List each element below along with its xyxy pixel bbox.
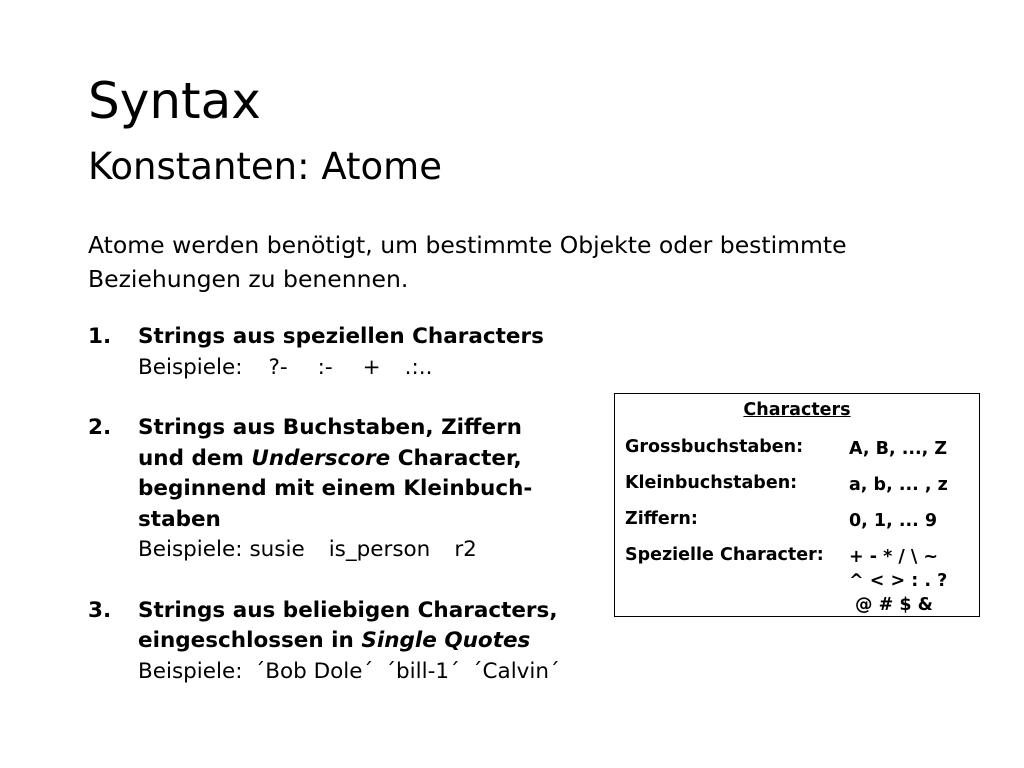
list-item-heading-line: Strings aus beliebigen Characters, — [138, 597, 558, 623]
atom-type-list — [88, 322, 598, 687]
example: susie — [249, 537, 305, 562]
row-value — [849, 545, 947, 617]
example: :- — [317, 354, 333, 380]
intro-text: Atome werden benötigt, um bestimmte Objekte oder bestimmte Beziehungen zu benennen. — [88, 231, 847, 293]
list-item-3 — [88, 596, 598, 688]
example: is_person — [328, 537, 431, 562]
slide-title: Syntax — [88, 72, 261, 130]
row-label: Kleinbuchstaben: — [625, 473, 798, 493]
text-fragment: eingeschlossen in — [138, 628, 362, 653]
value-line: @ # $ & — [855, 595, 933, 615]
examples-label: Beispiele: — [138, 354, 243, 380]
example: .:.. — [404, 354, 433, 380]
value-line: ^ < > : . ? — [849, 571, 948, 591]
list-item-1 — [88, 322, 598, 383]
example: r2 — [454, 537, 477, 562]
list-item-heading-line — [138, 444, 598, 475]
emphasis-text: Underscore — [251, 445, 391, 471]
list-number: 2. — [88, 415, 112, 440]
list-number: 3. — [88, 597, 112, 623]
list-item-heading: Strings aus speziellen Characters — [138, 324, 544, 349]
examples-label: Beispiele: — [138, 658, 243, 684]
row-value: 0, 1, ... 9 — [849, 511, 938, 531]
example: ´Bob Dole´ — [254, 658, 374, 684]
slide-subtitle: Konstanten: Atome — [88, 145, 442, 188]
examples-line — [138, 657, 598, 688]
list-item-heading-line: beginnend mit einem Kleinbuch- — [138, 476, 533, 501]
list-number: 1. — [88, 324, 112, 349]
table-header: Characters — [743, 400, 851, 420]
row-label: Ziffern: — [625, 509, 698, 529]
examples-line — [138, 535, 598, 566]
example: ?- — [268, 354, 288, 380]
row-value: a, b, ... , z — [849, 475, 948, 495]
examples-line — [138, 353, 598, 384]
example: ´bill-1´ — [385, 658, 460, 684]
characters-table — [614, 393, 980, 617]
value-line: + - * / \ ~ — [849, 547, 938, 567]
text-fragment: und dem — [138, 445, 252, 471]
example: + — [362, 354, 381, 380]
row-label: Grossbuchstaben: — [625, 437, 804, 457]
emphasis-text: Single Quotes — [361, 628, 531, 653]
list-item-2 — [88, 413, 598, 566]
row-value: A, B, ..., Z — [849, 439, 948, 459]
list-item-heading-line: Strings aus Buchstaben, Ziffern — [138, 415, 522, 440]
row-label: Spezielle Character: — [625, 545, 824, 565]
list-item-heading-line: staben — [138, 506, 221, 532]
text-fragment: Character, — [390, 445, 522, 471]
example: ´Calvin´ — [471, 658, 560, 684]
examples-label: Beispiele: — [138, 537, 243, 562]
list-item-heading-line — [138, 626, 598, 657]
